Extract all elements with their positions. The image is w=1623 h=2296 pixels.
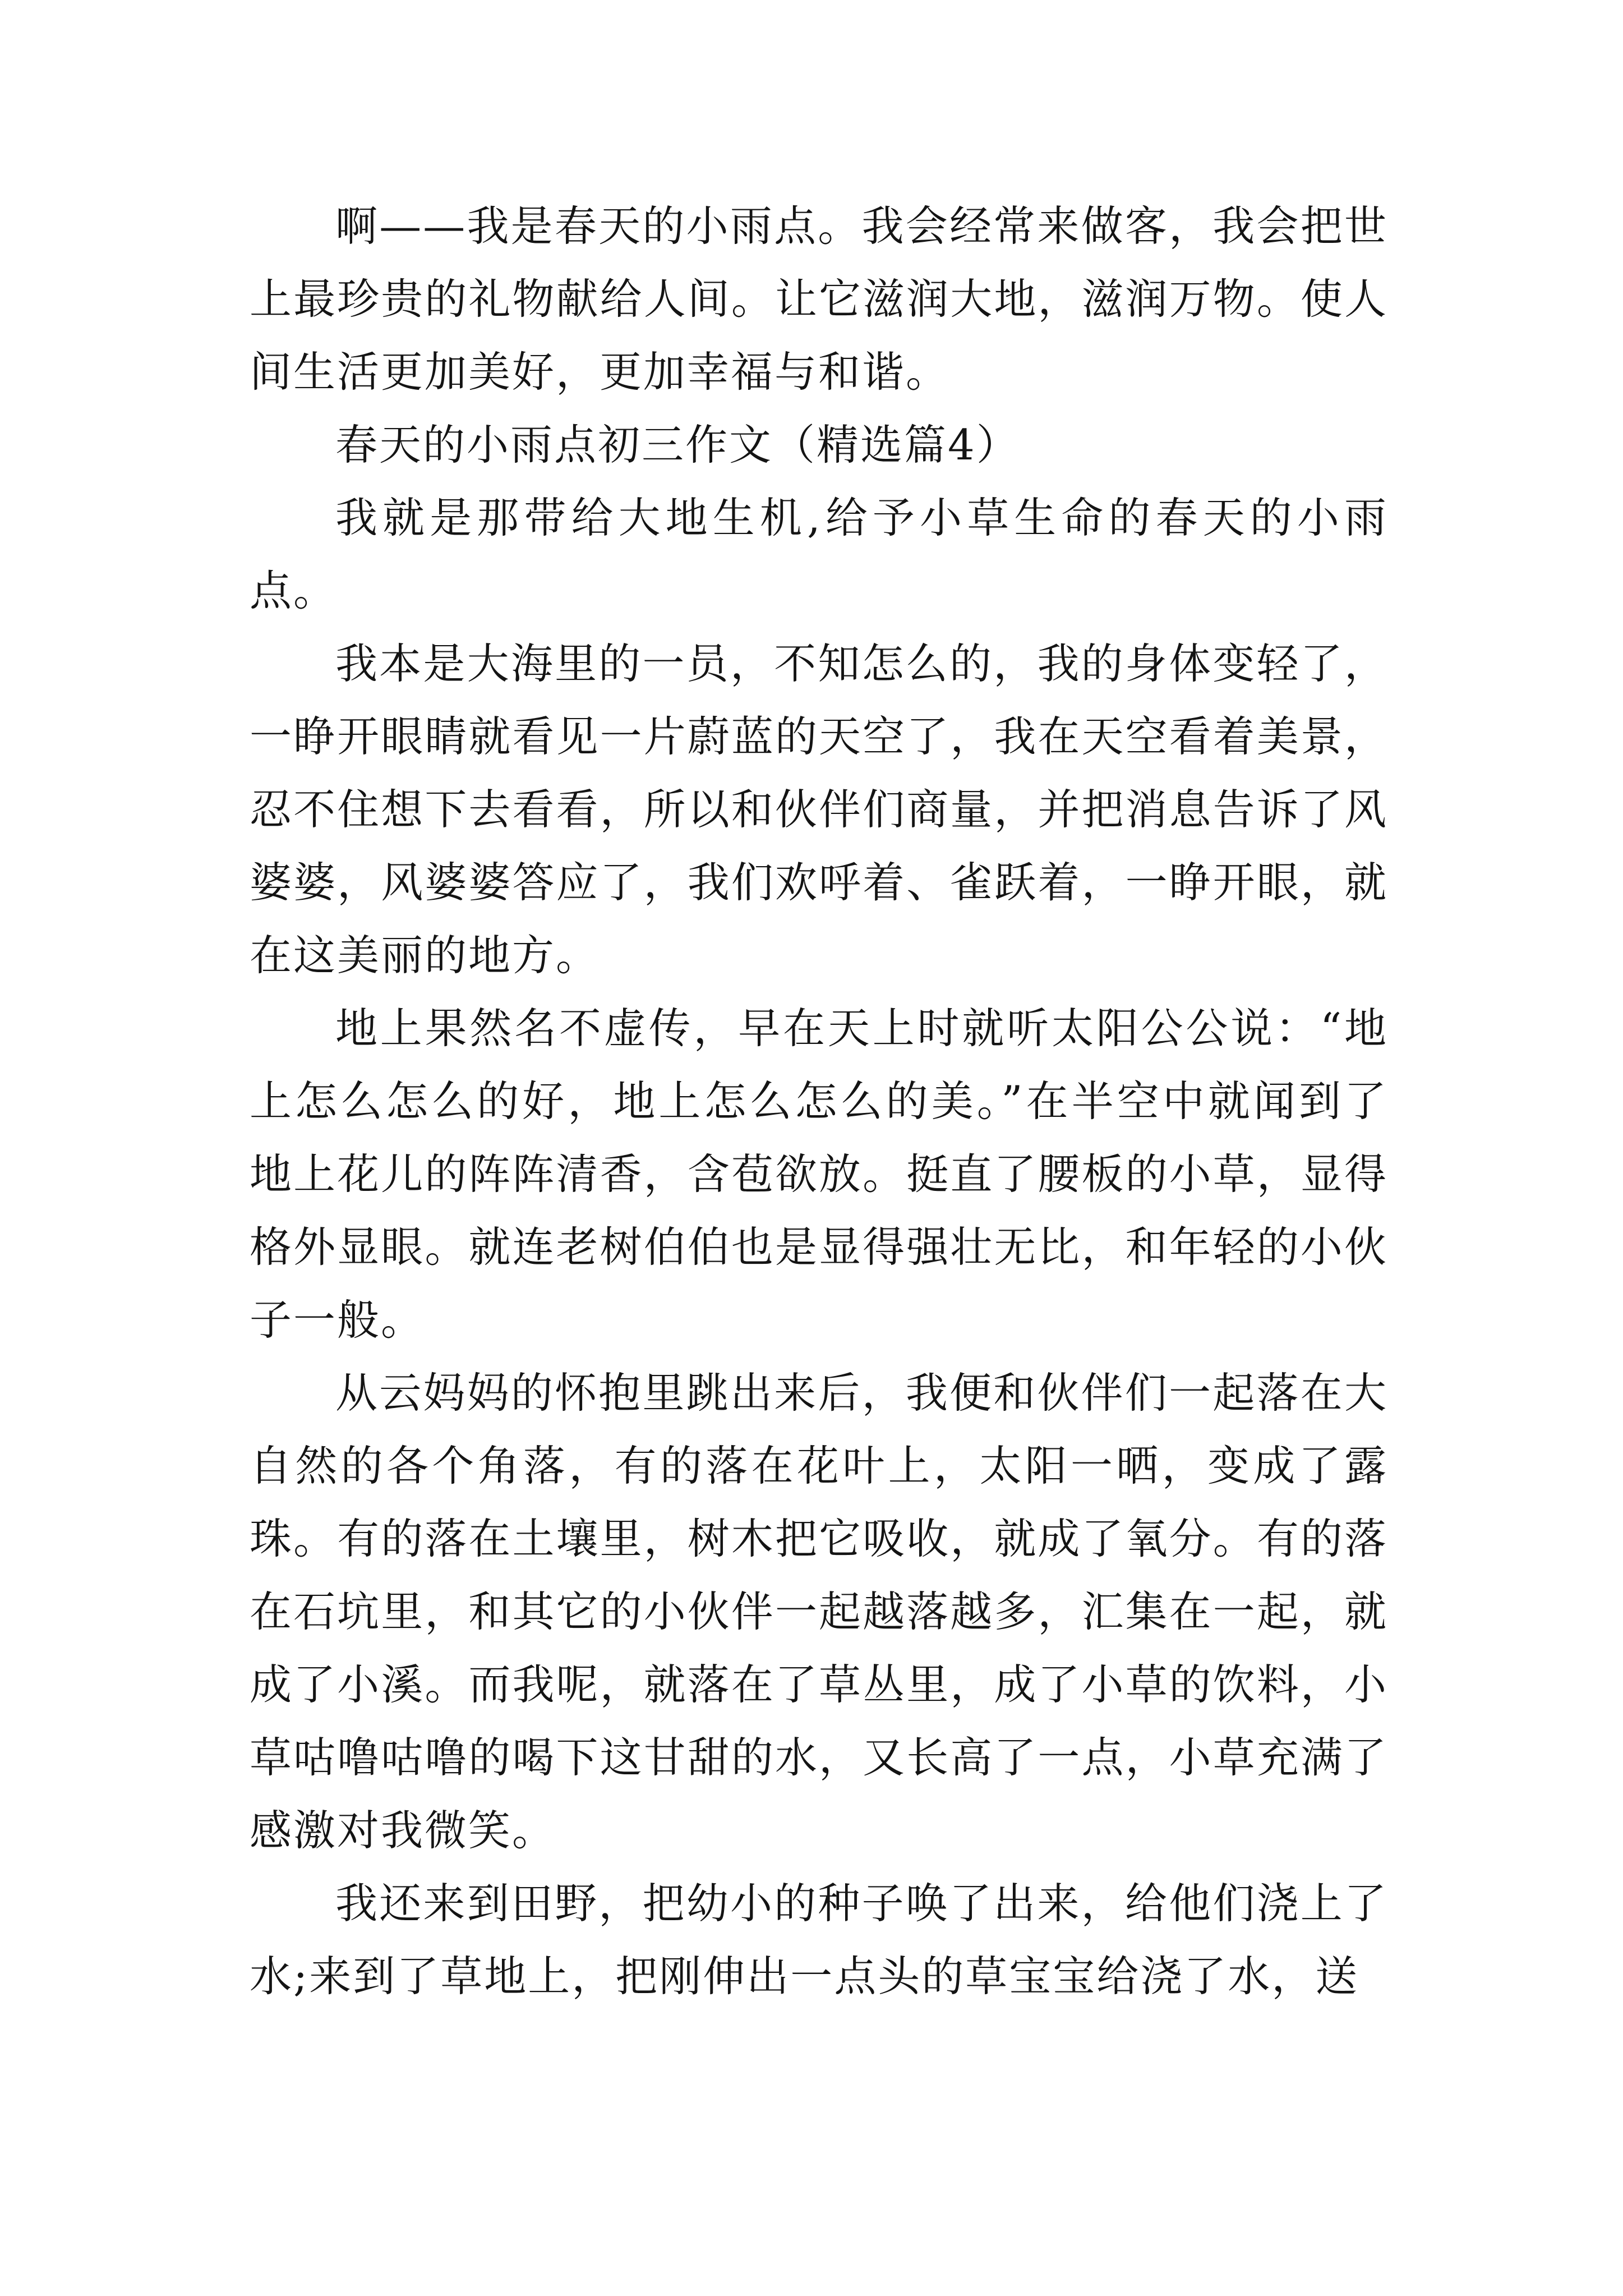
paragraph: 我就是那带给大地生机,给予小草生命的春天的小雨点。 (250, 493, 1388, 615)
section-heading: 春天的小雨点初三作文（精选篇4） (335, 420, 1020, 470)
paragraph: 从云妈妈的怀抱里跳出来后，我便和伙伴们一起落在大自然的各个角落，有的落在花叶上，太阳一晒，变成了露珠。有的落在土壤里，树木把它吸收，就成了氧分。有的落在石坑里，和其它的小伙伴一起越落越多，汇集在一起，就成了小溪。而我呢，就落在了草丛里，成了小草的饮料，小草咕噜咕噜的喝下这甘甜的水，又长高了一点，小草充满了感激对我微笑。 (250, 1368, 1388, 1855)
document-body (250, 190, 1388, 2013)
paragraph: 地上果然名不虚传，早在天上时就听太阳公公说：“地上怎么怎么的好，地上怎么怎么的美。”在半空中就闻到了地上花儿的阵阵清香，含苞欲放。挺直了腰板的小草，显得格外显眼。就连老树伯伯也是显得强壮无比，和年轻的小伙子一般。 (250, 1004, 1388, 1345)
paragraph: 我还来到田野，把幼小的种子唤了出来，给他们浇上了水;来到了草地上，把刚伸出一点头的草宝宝给浇了水，送 (250, 1879, 1388, 2001)
paragraph: 我本是大海里的一员，不知怎么的，我的身体变轻了，一睁开眼睛就看见一片蔚蓝的天空了，我在天空看着美景，忍不住想下去看看，所以和伙伴们商量，并把消息告诉了风婆婆，风婆婆答应了，我们欢呼着、雀跃着，一睁开眼，就在这美丽的地方。 (250, 639, 1388, 980)
paragraph: 啊——我是春天的小雨点。我会经常来做客，我会把世上最珍贵的礼物献给人间。让它滋润大地，滋润万物。使人间生活更加美好，更加幸福与和谐。 (250, 201, 1388, 397)
